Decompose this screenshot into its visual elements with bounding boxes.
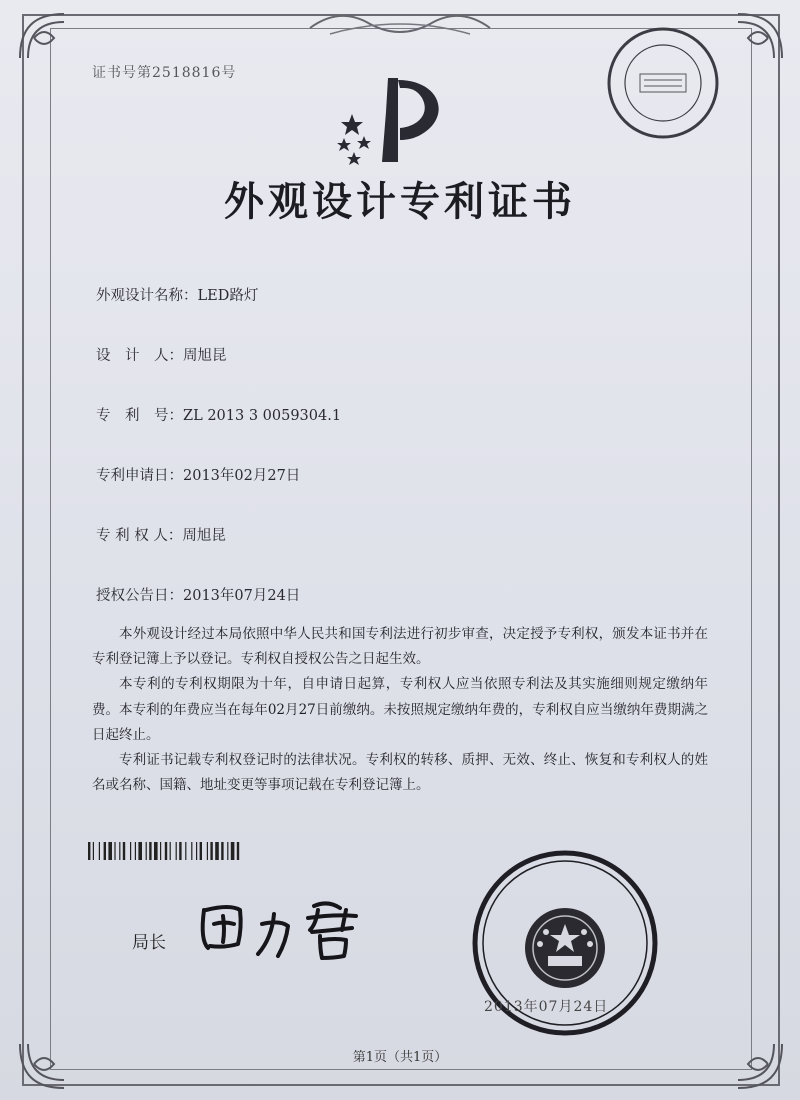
- field-value: 2013年02月27日: [183, 468, 301, 484]
- certificate-body: [92, 622, 708, 798]
- director-signature: [196, 888, 386, 968]
- director-label: 局长: [132, 933, 166, 953]
- top-center-ornament: [300, 4, 500, 40]
- seal-date: 2013年07月24日: [484, 999, 609, 1015]
- field-grant-date: [96, 584, 300, 605]
- field-label: 外观设计名称：: [96, 288, 198, 304]
- certificate-number: 证书号第2518816号: [92, 65, 237, 81]
- body-paragraph: 本外观设计经过本局依照中华人民共和国专利法进行初步审查，决定授予专利权，颁发本证书并在专利登记簿上予以登记。专利权自授权公告之日起生效。: [92, 626, 708, 668]
- field-label: 专 利 权 人：: [96, 528, 183, 544]
- field-label: 专利申请日：: [96, 468, 183, 484]
- body-paragraph: 专利证书记载专利权登记时的法律状况。专利权的转移、质押、无效、终止、恢复和专利权人的姓名或名称、国籍、地址变更等事项记载在专利登记簿上。: [92, 752, 708, 794]
- patent-office-logo-icon: [330, 72, 460, 172]
- field-value: LED路灯: [197, 288, 259, 304]
- field-patent-number: [96, 404, 341, 425]
- field-value: 周旭昆: [183, 348, 227, 364]
- certificate-title: 外观设计专利证书: [224, 178, 576, 225]
- field-application-date: [96, 464, 300, 485]
- field-value: ZL 2013 3 0059304.1: [183, 408, 342, 424]
- field-patentee: [96, 524, 226, 545]
- field-value: 2013年07月24日: [183, 588, 301, 604]
- corner-ornament-top-right: [728, 8, 788, 68]
- field-label: 专 利 号：: [96, 408, 183, 424]
- field-label: 设 计 人：: [96, 348, 183, 364]
- top-right-seal: [604, 24, 722, 142]
- field-designer: [96, 344, 227, 365]
- corner-ornament-top-left: [14, 8, 74, 68]
- page-footer: 第1页（共1页）: [352, 1050, 448, 1065]
- body-paragraph: 本专利的专利权期限为十年，自申请日起算，专利权人应当依照专利法及其实施细则规定缴纳年费。本专利的年费应当在每年02月27日前缴纳。未按照规定缴纳年费的，专利权自应当缴纳年费期满之日起终止。: [92, 676, 708, 743]
- field-label: 授权公告日：: [96, 588, 183, 604]
- barcode: [88, 842, 300, 860]
- field-value: 周旭昆: [182, 528, 226, 544]
- field-design-name: [96, 284, 258, 305]
